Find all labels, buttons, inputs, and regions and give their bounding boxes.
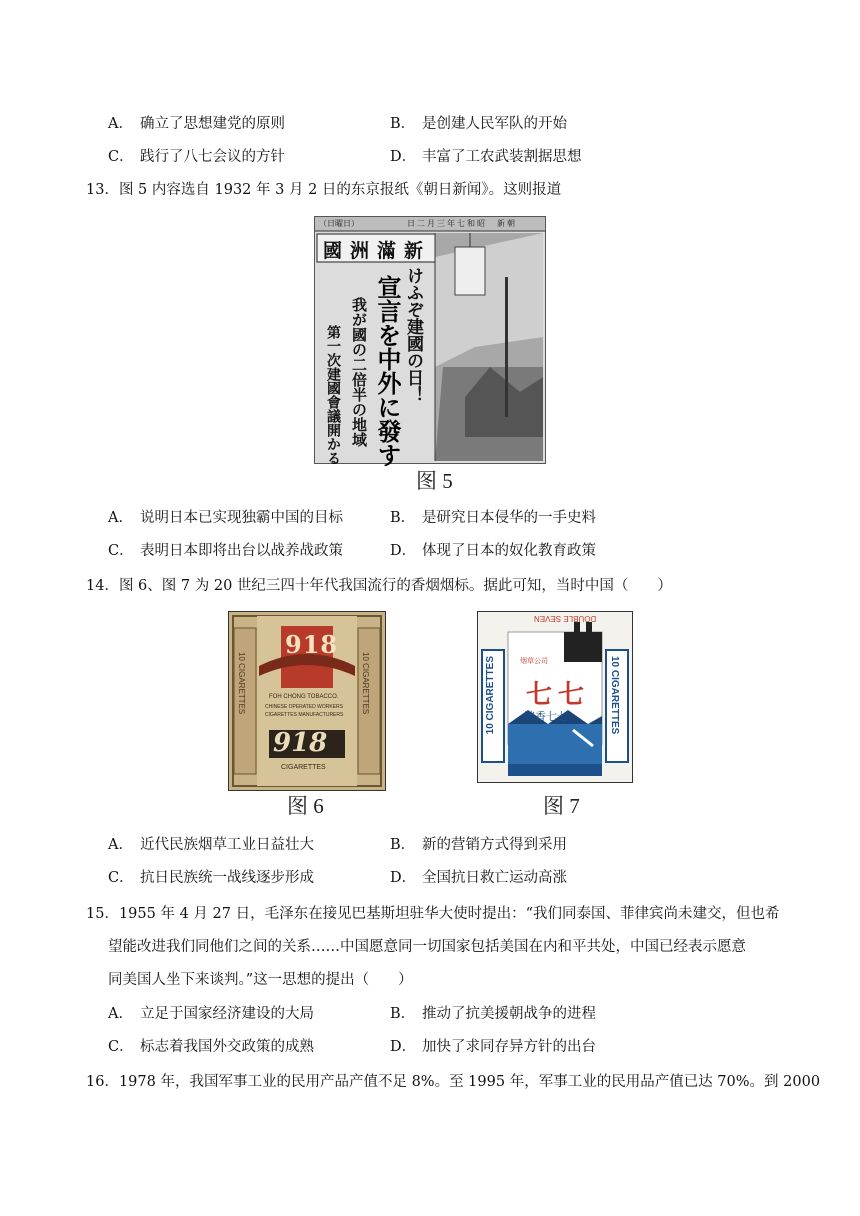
q15-option-b: B． 推动了抗美援朝战争的进程 <box>390 1006 596 1022</box>
q12-option-a: A． 确立了思想建党的原则 <box>108 116 285 132</box>
q15-option-a: A． 立足于国家经济建设的大局 <box>108 1006 314 1022</box>
q13-option-b: B． 是研究日本侵华的一手史料 <box>390 510 596 526</box>
fig7-side-left: 10 CIGARETTES <box>485 656 496 735</box>
q15-line2: 望能改进我们同他们之间的关系……中国愿意同一切国家包括美国在内和平共处，中国已经表示愿意 <box>108 939 746 955</box>
newspaper-col2: 宣言を中外に發す <box>373 275 402 467</box>
q12-option-b: B． 是创建人民军队的开始 <box>390 116 567 132</box>
figure-5-newspaper <box>314 216 546 467</box>
q14-option-b: B． 新的营销方式得到采用 <box>390 837 567 853</box>
q15-line3: 同美国人坐下来谈判。”这一思想的提出（ ） <box>108 972 413 988</box>
fig7-top-text: DOUBLE SEVEN <box>534 614 597 623</box>
newspaper-header-right: 日二月三年七和昭 新朝 <box>407 219 517 228</box>
fig7-maker: 烟草公司 <box>520 657 548 665</box>
newspaper-col3: 我が國の二倍半の地域 <box>350 297 368 447</box>
q14-stem: 14．图 6、图 7 为 20 世纪三四十年代我国流行的香烟烟标。据此可知，当时中国（ ） <box>86 578 672 594</box>
q14-option-d: D． 全国抗日救亡运动高涨 <box>390 870 567 886</box>
q12-option-c: C． 践行了八七会议的方针 <box>108 149 285 165</box>
fig7-sub: 牌香七七 <box>524 710 568 723</box>
newspaper-col1: けふぞ建國の日！ <box>403 267 423 403</box>
q14-option-a: A． 近代民族烟草工业日益壮大 <box>108 837 314 853</box>
figure-7-cigarette-label <box>477 611 633 783</box>
q15-line1: 15．1955 年 4 月 27 日，毛泽东在接见巴基斯坦驻华大使时提出：“我们同泰国、菲律宾尚未建交，但也希 <box>86 906 780 922</box>
q12-option-d: D． 丰富了工农武装割据思想 <box>390 149 582 165</box>
fig7-side-right: 10 CIGARETTES <box>609 656 620 735</box>
q16-line1: 16．1978 年，我国军事工业的民用产品产值不足 8%。至 1995 年，军事工业的民用品产值已达 70%。到 2000 <box>86 1074 821 1090</box>
fig6-brand-main: 918 <box>273 728 328 758</box>
fig6-brand-top: 918 <box>285 630 339 659</box>
q13-option-c: C． 表明日本即将出台以战养战政策 <box>108 543 343 559</box>
q13-option-a: A． 说明日本已实现独霸中国的目标 <box>108 510 343 526</box>
q15-option-c: C． 标志着我国外交政策的成熟 <box>108 1039 314 1055</box>
figure-7-caption: 图 7 <box>543 794 580 818</box>
q15-option-d: D． 加快了求同存异方针的出台 <box>390 1039 596 1055</box>
fig6-side-left: 10 CIGARETTES <box>237 652 246 715</box>
fig6-company: FOH CHONG TOBACCO. <box>269 694 339 700</box>
newspaper-header-left: （日曜日） <box>319 219 359 228</box>
fig6-cigarettes: CIGARETTES <box>281 764 326 771</box>
fig7-brand: 七七 <box>526 680 591 710</box>
q13-option-d: D． 体现了日本的奴化教育政策 <box>390 543 596 559</box>
figure-6-caption: 图 6 <box>287 794 324 818</box>
newspaper-col4: 第一次建國會議開かる <box>325 325 341 465</box>
fig6-side-right: 10 CIGARETTES <box>361 652 370 715</box>
q14-option-c: C． 抗日民族统一战线逐步形成 <box>108 870 314 886</box>
figure-6-cigarette-label <box>228 611 386 791</box>
q13-stem: 13．图 5 内容选自 1932 年 3 月 2 日的东京报纸《朝日新闻》。这则报道 <box>86 182 562 198</box>
fig6-sub2: CIGARETTES MANUFACTURERS <box>265 712 344 718</box>
newspaper-title: 國洲滿新 <box>323 240 432 262</box>
fig6-sub1: CHINESE OPERATED WORKERS <box>265 704 343 710</box>
figure-5-caption: 图 5 <box>416 469 453 493</box>
